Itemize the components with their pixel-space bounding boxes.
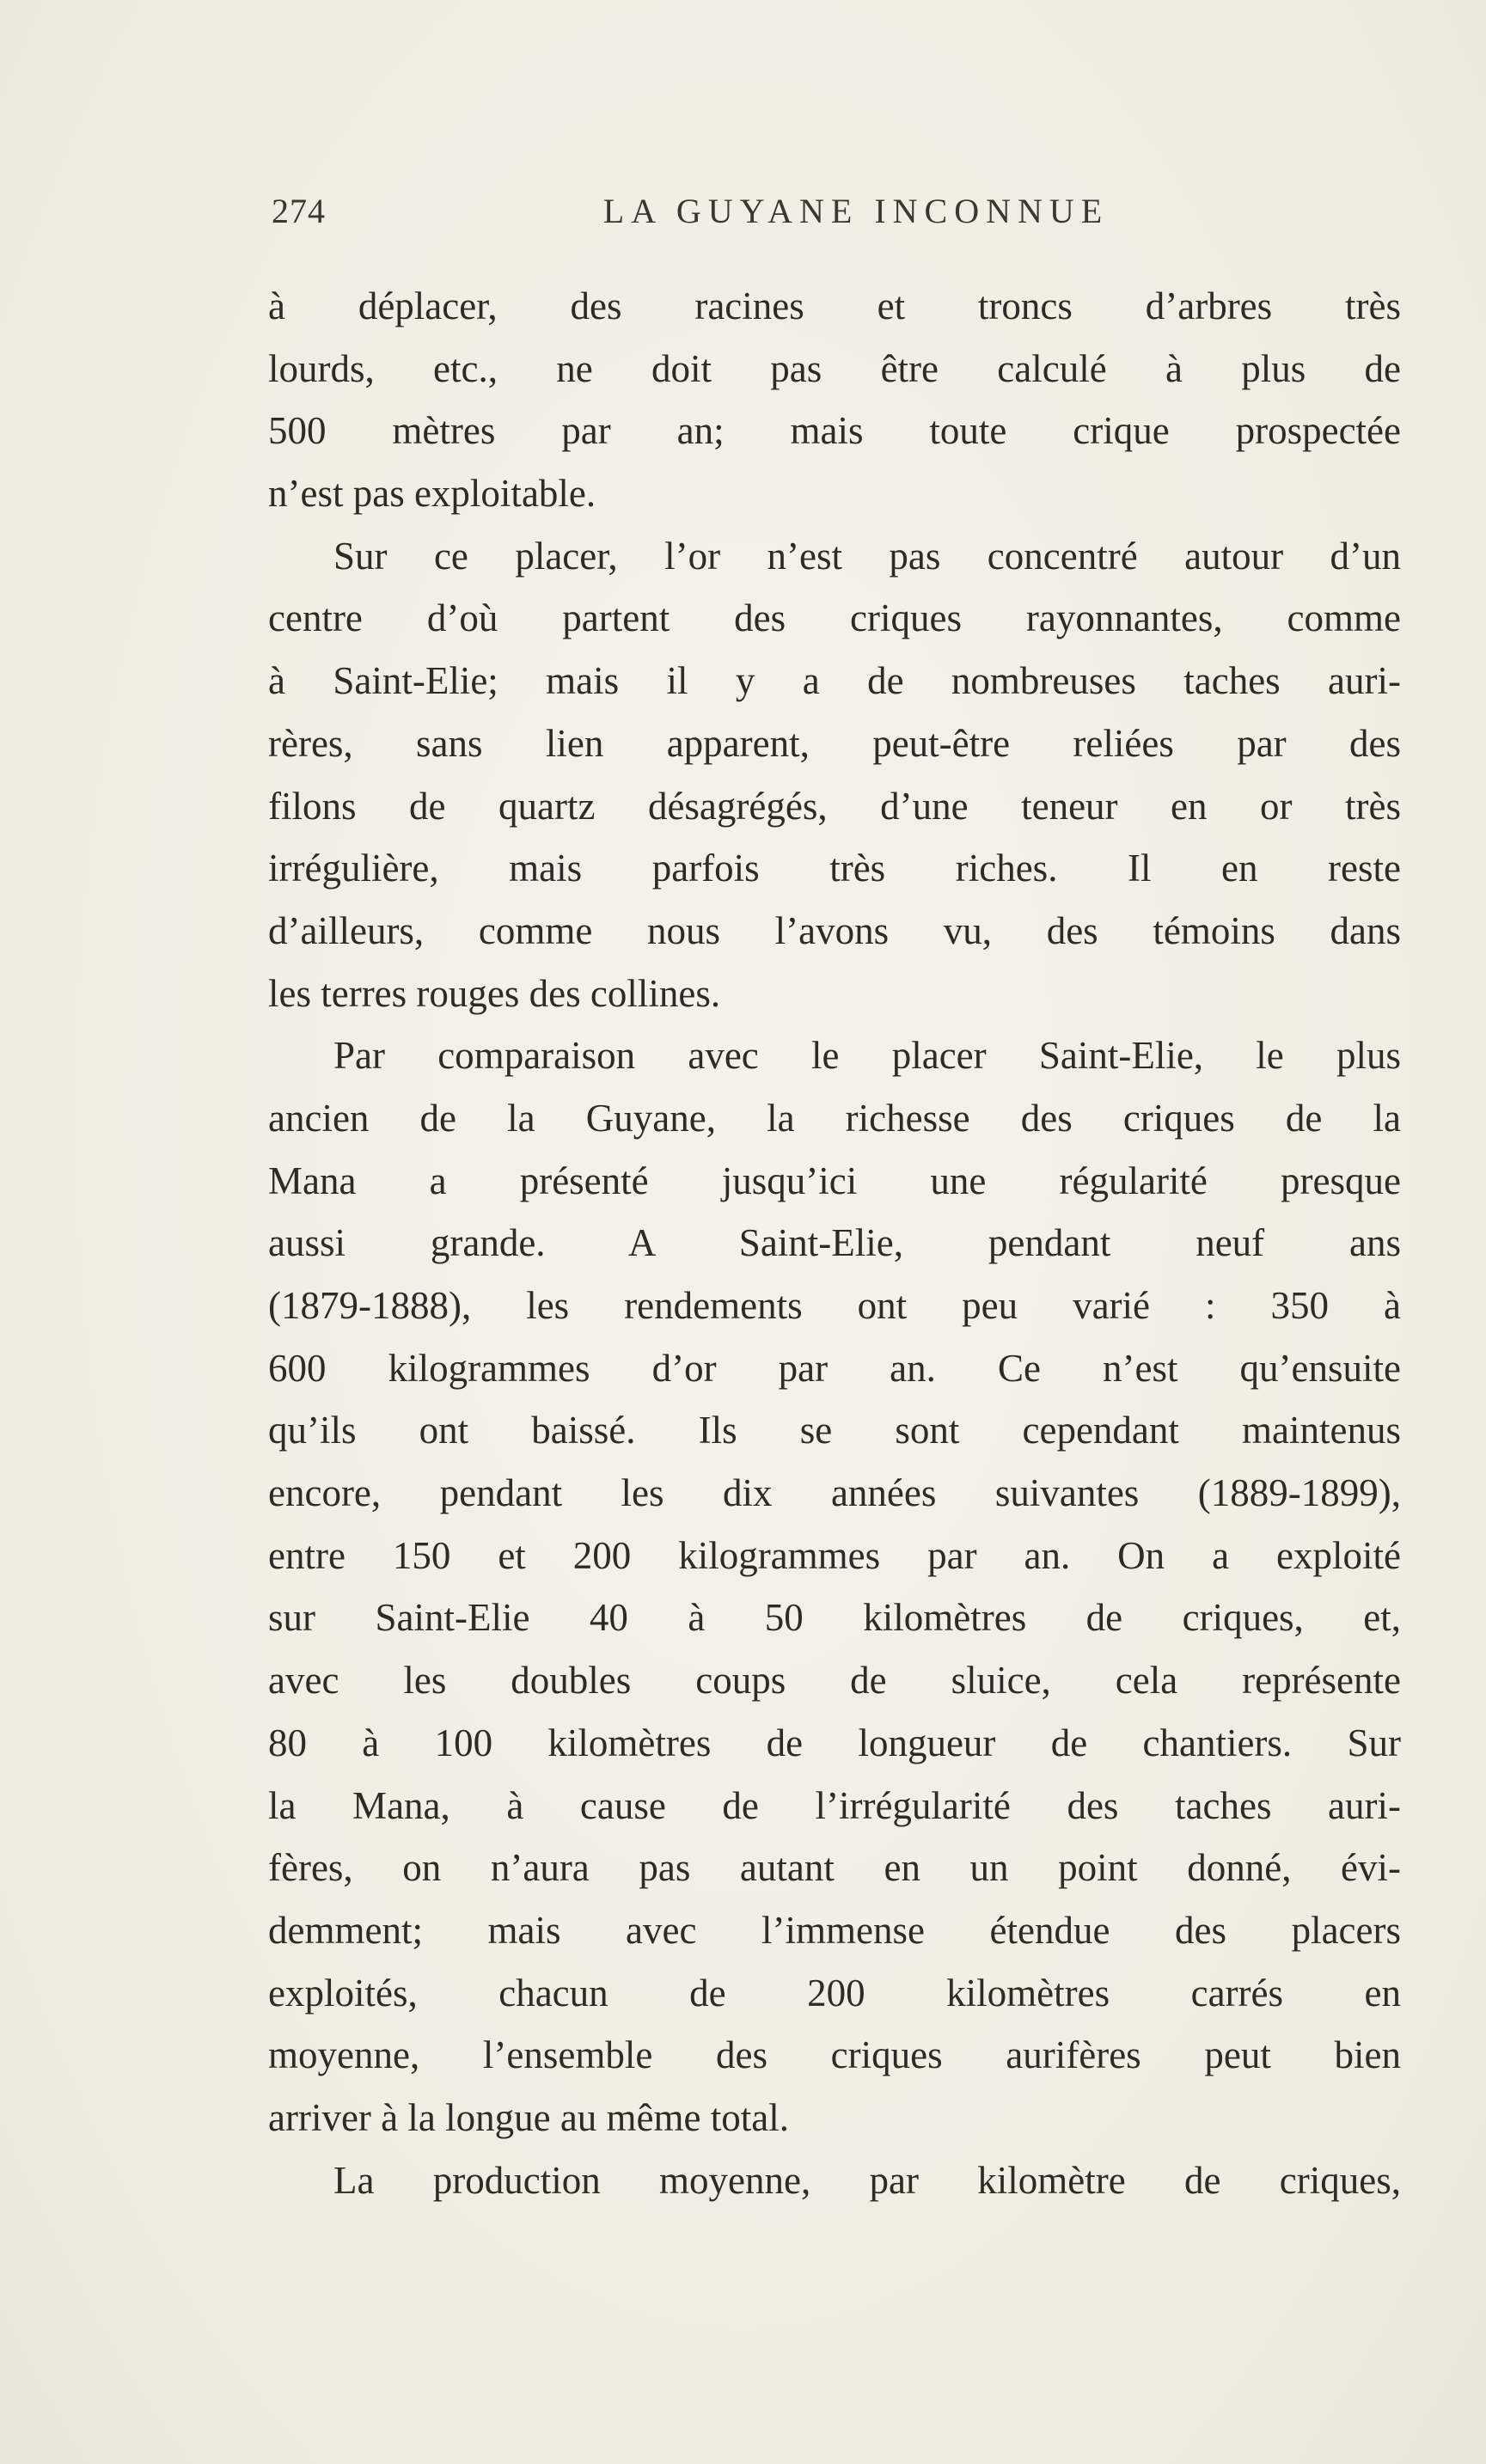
- text-line: La production moyenne, par kilomètre de criques,: [333, 2158, 1401, 2202]
- text-line: filons de quartz désagrégés, d’une teneur en or très: [268, 784, 1401, 828]
- text-line: Par comparaison avec le placer Saint-Elie, le plus: [333, 1034, 1401, 1078]
- text-line: moyenne, l’ensemble des criques aurifères peut bien: [268, 2033, 1401, 2077]
- text-line: centre d’où partent des criques rayonnantes, comme: [268, 596, 1401, 640]
- text-line: avec les doubles coups de sluice, cela représente: [268, 1659, 1401, 1703]
- text-line: (1879-1888), les rendements ont peu varié : 350 à: [268, 1284, 1401, 1327]
- text-line: arriver à la longue au même total.: [268, 2095, 789, 2139]
- running-title: LA GUYANE INCONNUE: [602, 192, 1110, 230]
- text-line: les terres rouges des collines.: [268, 971, 721, 1015]
- body-text: [268, 275, 1401, 2211]
- text-line: rères, sans lien apparent, peut-être reliées par des: [268, 721, 1401, 765]
- text-line: Sur ce placer, l’or n’est pas concentré autour d’un: [333, 534, 1401, 578]
- text-line: encore, pendant les dix années suivantes (1889-1899),: [268, 1471, 1401, 1515]
- text-line: ancien de la Guyane, la richesse des criques de la: [268, 1096, 1401, 1140]
- text-line: sur Saint-Elie 40 à 50 kilomètres de criques, et,: [268, 1596, 1401, 1640]
- page-header: [268, 191, 1401, 242]
- text-line: 500 mètres par an; mais toute crique prospectée: [268, 409, 1401, 453]
- text-line: n’est pas exploitable.: [268, 472, 596, 516]
- text-line: à Saint-Elie; mais il y a de nombreuses taches auri-: [268, 659, 1401, 703]
- text-line: demment; mais avec l’immense étendue des placers: [268, 1908, 1401, 1952]
- text-line: qu’ils ont baissé. Ils se sont cependant maintenus: [268, 1409, 1401, 1452]
- text-line: entre 150 et 200 kilogrammes par an. On a exploité: [268, 1533, 1401, 1577]
- text-line: irrégulière, mais parfois très riches. Il en reste: [268, 847, 1401, 890]
- text-line: à déplacer, des racines et troncs d’arbres très: [268, 284, 1401, 327]
- page-number: 274: [272, 192, 326, 230]
- text-line: Mana a présenté jusqu’ici une régularité presque: [268, 1159, 1401, 1202]
- text-line: d’ailleurs, comme nous l’avons vu, des témoins dans: [268, 908, 1401, 952]
- text-line: la Mana, à cause de l’irrégularité des taches auri-: [268, 1783, 1401, 1827]
- text-line: aussi grande. A Saint-Elie, pendant neuf ans: [268, 1221, 1401, 1265]
- text-line: lourds, etc., ne doit pas être calculé à plus de: [268, 346, 1401, 390]
- text-line: fères, on n’aura pas autant en un point donné, évi-: [268, 1846, 1401, 1890]
- text-line: 600 kilogrammes d’or par an. Ce n’est qu’ensuite: [268, 1346, 1401, 1390]
- text-line: 80 à 100 kilomètres de longueur de chantiers. Sur: [268, 1721, 1401, 1764]
- text-line: exploités, chacun de 200 kilomètres carrés en: [268, 1971, 1401, 2015]
